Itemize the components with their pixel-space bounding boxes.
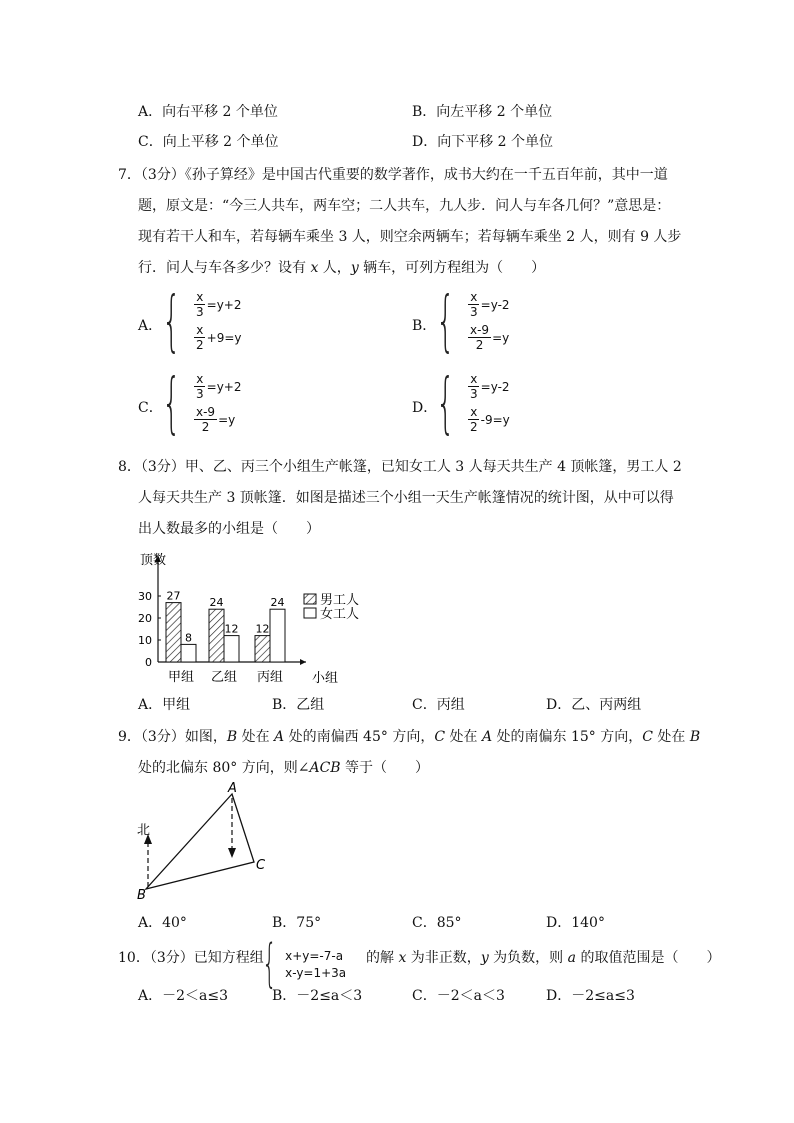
q8-option-b: B．乙组 [272,697,325,713]
q8-option-a: A．甲组 [138,697,191,713]
q7-label-b: B． [412,318,437,334]
q7-line-4c: 辆车，可列方程组为（ ） [358,260,546,276]
q6-option-a: A．向右平移 2 个单位 [138,104,278,120]
label-a: A [228,782,237,796]
q7-line-2: 题，原文是：“今三人共车，两车空；二人共车，九人步．问人与车各几何？”意思是： [138,198,671,214]
bar-male [209,609,224,662]
tent-production-bar-chart [128,548,368,688]
q7-option-c-system [162,364,242,441]
var-y: y [350,260,359,276]
y-tick-label: 0 [145,656,152,669]
bar-male [166,603,181,662]
brace-icon: { [262,934,277,994]
q8-line-3: 出人数最多的小组是（ ） [138,521,320,537]
equation: $\frac{x}{2}$ -9=y [470,405,510,434]
y-tick-label: 20 [138,612,152,625]
bar-female [224,636,239,662]
q8-option-d: D．乙、丙两组 [546,697,642,713]
y-axis-label: 顶数 [140,553,167,568]
bar-data-label: 24 [209,596,224,610]
q7-line-4b: 人， [318,260,351,276]
equation: x+y=-7-a [285,948,344,963]
brace-icon: { [162,364,181,441]
q7-option-b-system [436,282,510,359]
x-tick-label: 甲组 [167,670,195,685]
equation: $\frac{x-9}{2}$ =y [196,405,236,434]
equation: $\frac{x}{2}$ +9=y [196,323,242,352]
bar-male [255,636,270,662]
q7-line-1: 7．（3分）《孙子算经》是中国古代重要的数学著作，成书大约在一千五百年前，其中一道 [118,167,668,183]
q7-line-4a: 行．问人与车各多少？设有 [138,260,311,276]
q8-line-2: 人每天共生产 3 顶帐篷．如图是描述三个小组一天生产帐篷情况的统计图，从中可以得 [138,490,674,506]
q7-option-d-system [436,364,510,441]
q10-suffix: 的解 x 为非正数，y 为负数，则 a 的取值范围是（ ） [366,950,721,966]
q7-line-3: 现有若干人和车，若每辆车乘坐 3 人，则空余两辆车；若每辆车乘坐 2 人，则有 9 人步 [138,229,682,245]
q10-system [262,934,347,994]
q6-option-c: C．向上平移 2 个单位 [138,134,279,150]
q9-option-b: B．75° [272,915,322,931]
q7-label-c: C． [138,400,163,416]
q8-line-1: 8．（3分）甲、乙、丙三个小组生产帐篷，已知女工人 3 人每天共生产 4 顶帐篷，男工人 2 [118,459,682,475]
bar-data-label: 27 [166,589,181,603]
label-c: C [256,858,266,873]
triangle-abc [146,794,254,889]
label-b: B [137,888,146,902]
equation: $\frac{x}{3}$ =y-2 [470,372,510,401]
legend-swatch [304,608,316,618]
equation: $\frac{x}{3}$ =y+2 [196,290,242,319]
q10-option-a: A．－2＜a≤3 [138,988,229,1004]
x-tick-label: 丙组 [256,670,284,685]
q10-option-c: C．－2＜a＜3 [412,988,505,1004]
q6-option-b: B．向左平移 2 个单位 [412,104,553,120]
legend-swatch [304,594,316,604]
arrow-head-icon [228,848,236,858]
bar-data-label: 8 [185,631,192,645]
equation: $\frac{x-9}{2}$ =y [470,323,510,352]
direction-triangle-figure [128,782,278,902]
q7-label-d: D． [412,400,438,416]
legend-label: 男工人 [320,593,360,608]
q9-option-a: A．40° [138,915,187,931]
q7-option-a-system [162,282,242,359]
q10-option-d: D．－2≤a≤3 [546,988,635,1004]
x-axis-label: 小组 [312,671,339,686]
bar-female [270,609,285,662]
q9-option-c: C．85° [412,915,462,931]
bar-data-label: 12 [224,622,239,636]
var-x: x [310,260,319,276]
q9-option-d: D．140° [546,915,605,931]
q10-option-b: B．－2≤a＜3 [272,988,363,1004]
equation: x-y=1+3a [285,965,347,980]
y-tick-label: 10 [138,634,152,647]
label-north: 北 [137,823,151,838]
q10-prefix: 10．（3分）已知方程组 [118,950,264,966]
x-axis-arrow-icon [300,659,306,665]
q9-line-2: 处的北偏东 80° 方向，则∠ACB 等于（ ） [138,760,430,776]
q7-line-4 [138,258,545,278]
brace-icon: { [436,282,455,359]
x-tick-label: 乙组 [210,670,238,685]
y-tick-label: 30 [138,590,152,603]
q7-label-a: A． [138,318,163,334]
bar-data-label: 24 [270,596,285,610]
brace-icon: { [162,282,181,359]
q9-line-1: 9．（3分）如图，B 处在 A 处的南偏西 45° 方向，C 处在 A 处的南偏东 15° 方向，C 处在 B [118,729,701,745]
bar-female [181,644,196,662]
equation: $\frac{x}{3}$ =y+2 [196,372,242,401]
bar-data-label: 12 [255,622,270,636]
q8-option-c: C．丙组 [412,697,465,713]
equation: $\frac{x}{3}$ =y-2 [470,290,510,319]
legend-label: 女工人 [320,607,360,622]
q6-option-d: D．向下平移 2 个单位 [412,134,554,150]
brace-icon: { [436,364,455,441]
